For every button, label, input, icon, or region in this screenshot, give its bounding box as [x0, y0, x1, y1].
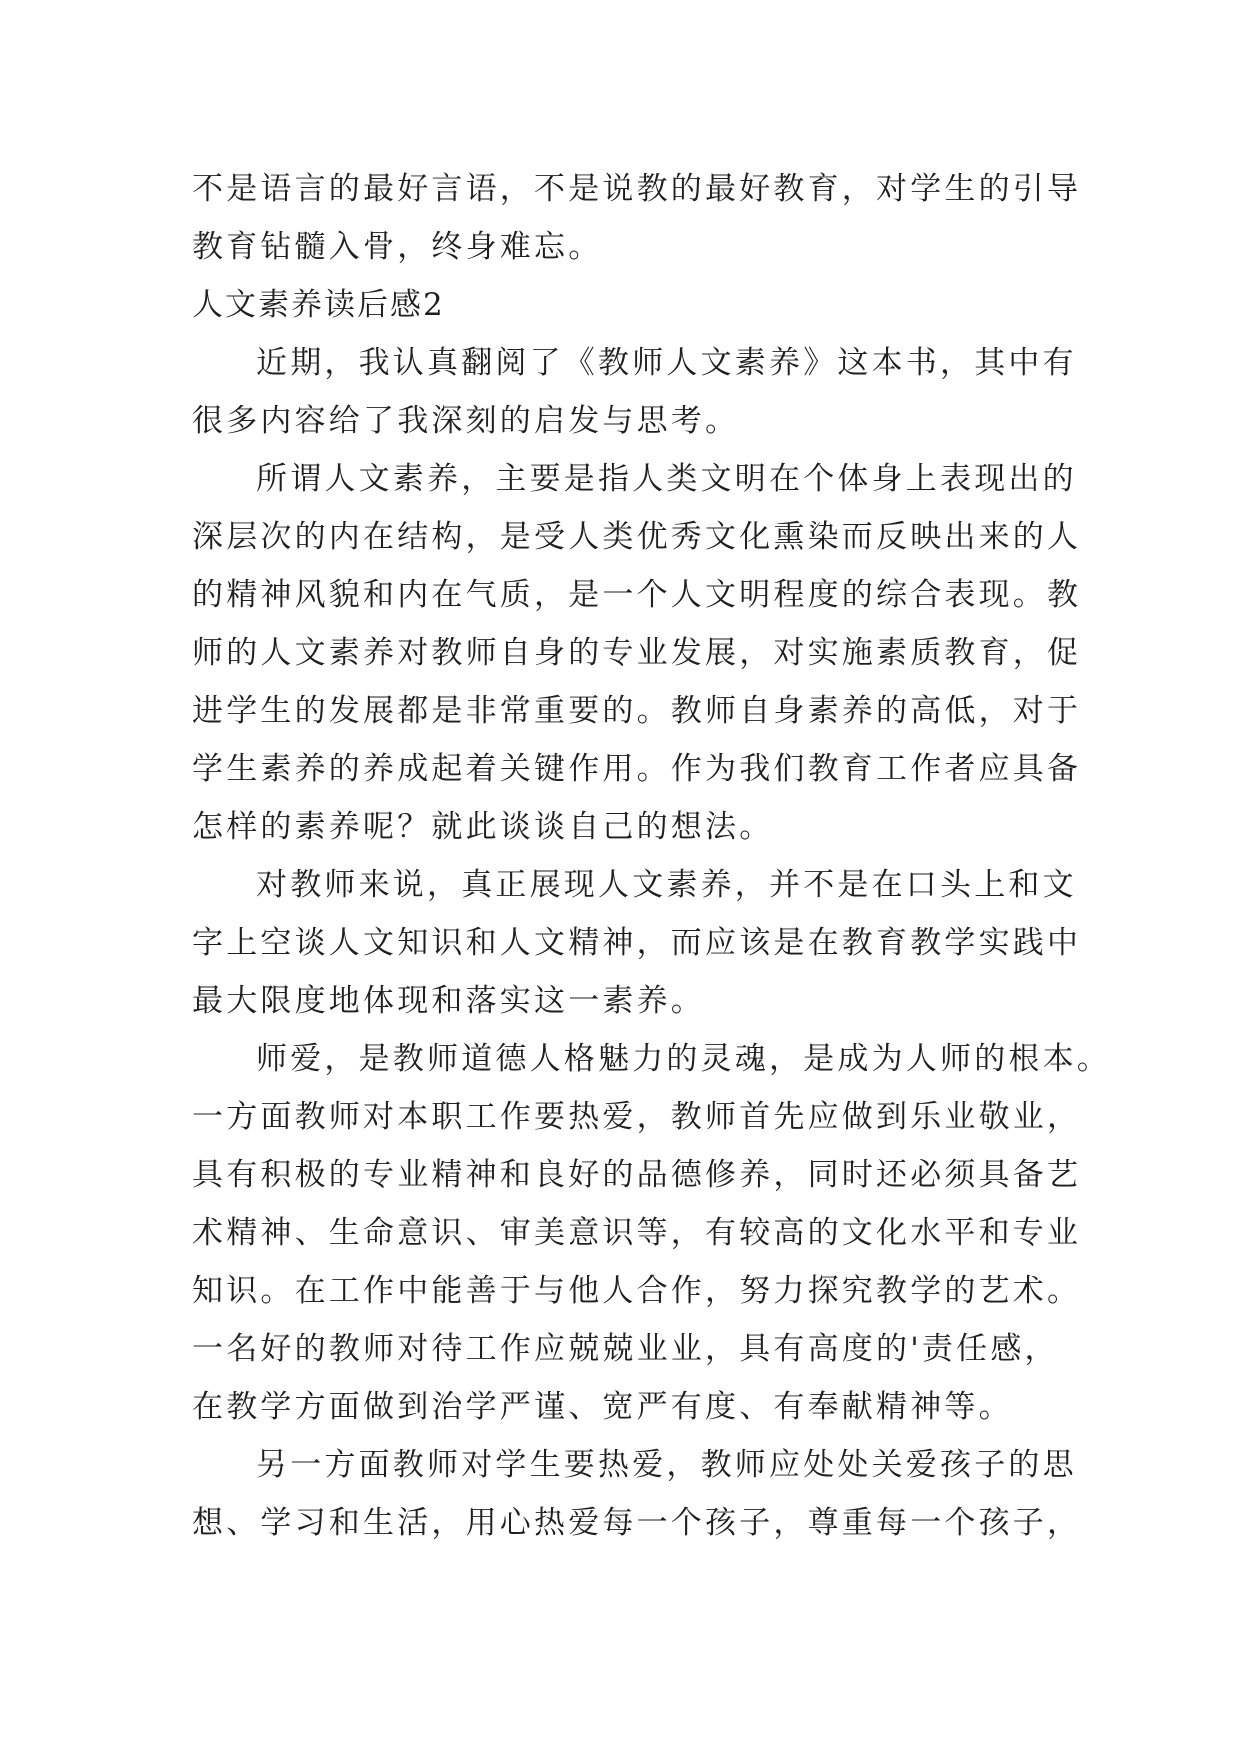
text-line: 不是语言的最好言语，不是说教的最好教育，对学生的引导	[192, 171, 1082, 207]
paragraph-first-line: 所谓人文素养，主要是指人类文明在个体身上表现出的	[256, 461, 1077, 497]
text-line: 在教学方面做到治学严谨、宽严有度、有奉献精神等。	[192, 1389, 1013, 1425]
text-line: 知识。在工作中能善于与他人合作，努力探究教学的艺术。	[192, 1273, 1082, 1309]
text-line: 的精神风貌和内在气质，是一个人文明程度的综合表现。教	[192, 577, 1082, 613]
text-line: 深层次的内在结构，是受人类优秀文化熏染而反映出来的人	[192, 519, 1082, 555]
text-line: 学生素养的养成起着关键作用。作为我们教育工作者应具备	[192, 751, 1082, 787]
text-line: 怎样的素养呢？就此谈谈自己的想法。	[192, 809, 774, 845]
text-line: 很多内容给了我深刻的启发与思考。	[192, 403, 740, 439]
paragraph-first-line: 另一方面教师对学生要热爱，教师应处处关爱孩子的思	[256, 1447, 1077, 1483]
text-line: 最大限度地体现和落实这一素养。	[192, 983, 705, 1019]
text-line: 进学生的发展都是非常重要的。教师自身素养的高低，对于	[192, 693, 1082, 729]
paragraph-first-line: 对教师来说，真正展现人文素养，并不是在口头上和文	[256, 867, 1077, 903]
text-line: 一名好的教师对待工作应兢兢业业，具有高度的'责任感，	[192, 1331, 1059, 1367]
paragraph-first-line: 师爱，是教师道德人格魅力的灵魂，是成为人师的根本。	[256, 1041, 1111, 1077]
paragraph-first-line: 近期，我认真翻阅了《教师人文素养》这本书，其中有	[256, 345, 1077, 381]
text-line: 师的人文素养对教师自身的专业发展，对实施素质教育，促	[192, 635, 1082, 671]
text-line: 想、学习和生活，用心热爱每一个孩子，尊重每一个孩子，	[192, 1505, 1082, 1541]
document-body	[192, 160, 1111, 1552]
text-line: 一方面教师对本职工作要热爱，教师首先应做到乐业敬业，	[192, 1099, 1082, 1135]
section-title: 人文素养读后感2	[192, 287, 445, 323]
text-line: 术精神、生命意识、审美意识等，有较高的文化水平和专业	[192, 1215, 1082, 1251]
text-line: 字上空谈人文知识和人文精神，而应该是在教育教学实践中	[192, 925, 1082, 961]
text-line: 具有积极的专业精神和良好的品德修养，同时还必须具备艺	[192, 1157, 1082, 1193]
text-line: 教育钻髓入骨，终身难忘。	[192, 229, 603, 265]
